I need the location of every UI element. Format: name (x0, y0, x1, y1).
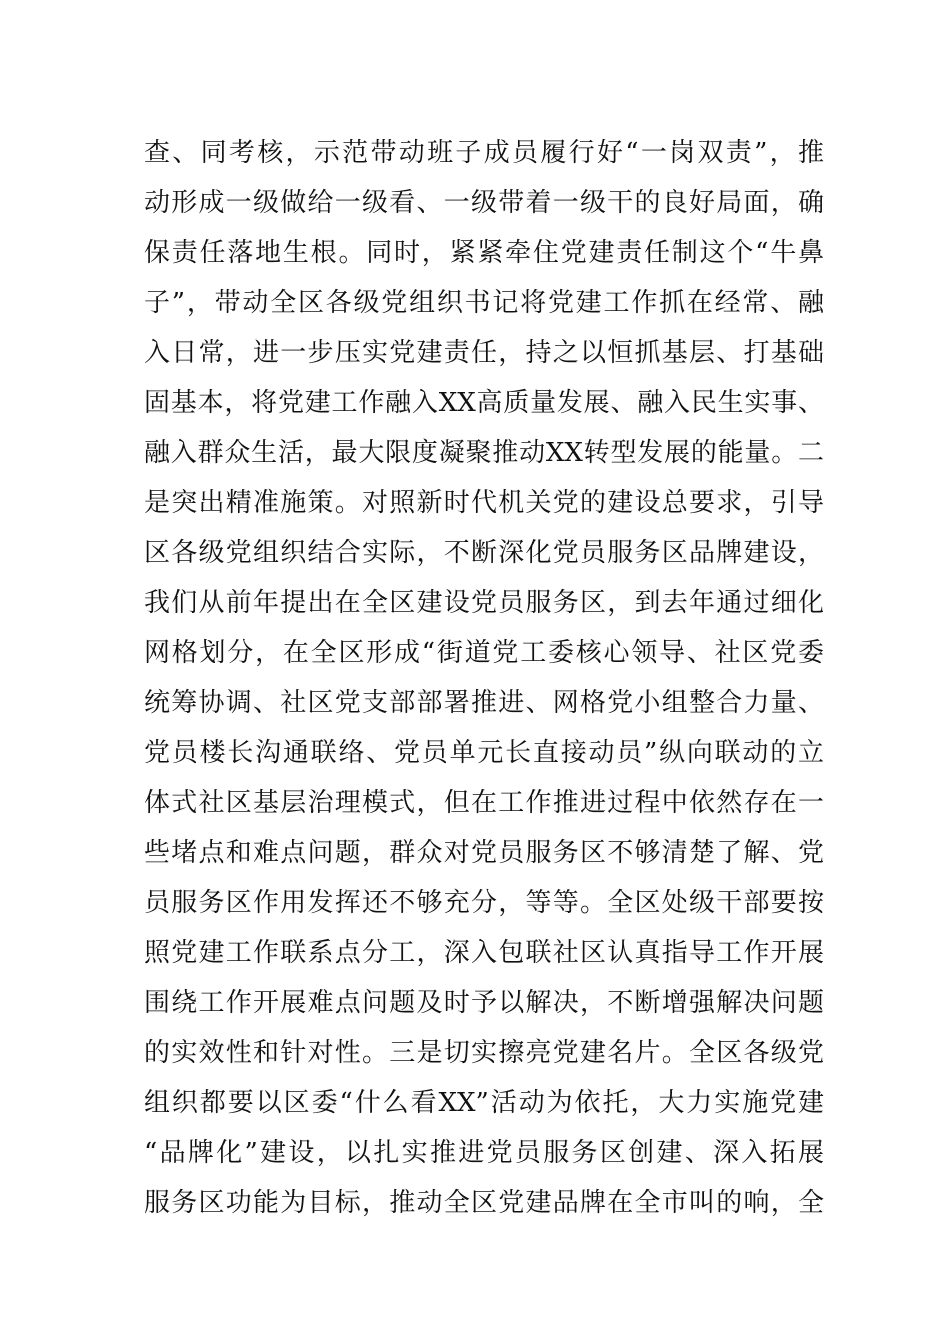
text-line: 固基本，将党建工作融入XX高质量发展、融入民生实事、 (144, 388, 824, 418)
text-line: “品牌化”建设，以扎实推进党员服务区创建、深入拓展 (144, 1138, 824, 1168)
text-line: 保责任落地生根。同时，紧紧牵住党建责任制这个“牛鼻 (144, 238, 824, 268)
text-line: 服务区功能为目标，推动全区党建品牌在全市叫的响，全 (144, 1188, 824, 1218)
text-line: 围绕工作开展难点问题及时予以解决，不断增强解决问题 (144, 988, 824, 1018)
text-line: 入日常，进一步压实党建责任，持之以恒抓基层、打基础 (144, 338, 824, 368)
text-line: 组织都要以区委“什么看XX”活动为依托，大力实施党建 (144, 1088, 824, 1118)
text-line: 动形成一级做给一级看、一级带着一级干的良好局面，确 (144, 188, 824, 218)
text-line: 查、同考核，示范带动班子成员履行好“一岗双责”，推 (144, 138, 824, 168)
text-line: 网格划分，在全区形成“街道党工委核心领导、社区党委 (144, 638, 824, 668)
text-line: 的实效性和针对性。三是切实擦亮党建名片。全区各级党 (144, 1038, 824, 1068)
text-line: 我们从前年提出在全区建设党员服务区，到去年通过细化 (144, 588, 824, 618)
text-line: 党员楼长沟通联络、党员单元长直接动员”纵向联动的立 (144, 738, 824, 768)
text-line: 融入群众生活，最大限度凝聚推动XX转型发展的能量。二 (144, 438, 824, 468)
text-line: 区各级党组织结合实际，不断深化党员服务区品牌建设， (144, 538, 824, 568)
text-line: 统筹协调、社区党支部部署推进、网格党小组整合力量、 (144, 688, 824, 718)
text-line: 体式社区基层治理模式，但在工作推进过程中依然存在一 (144, 788, 824, 818)
text-line: 子”，带动全区各级党组织书记将党建工作抓在经常、融 (144, 288, 824, 318)
body-text (144, 128, 824, 1228)
text-line: 员服务区作用发挥还不够充分，等等。全区处级干部要按 (144, 888, 824, 918)
text-line: 些堵点和难点问题，群众对党员服务区不够清楚了解、党 (144, 838, 824, 868)
text-line: 是突出精准施策。对照新时代机关党的建设总要求，引导 (144, 488, 824, 518)
text-line: 照党建工作联系点分工，深入包联社区认真指导工作开展 (144, 938, 824, 968)
